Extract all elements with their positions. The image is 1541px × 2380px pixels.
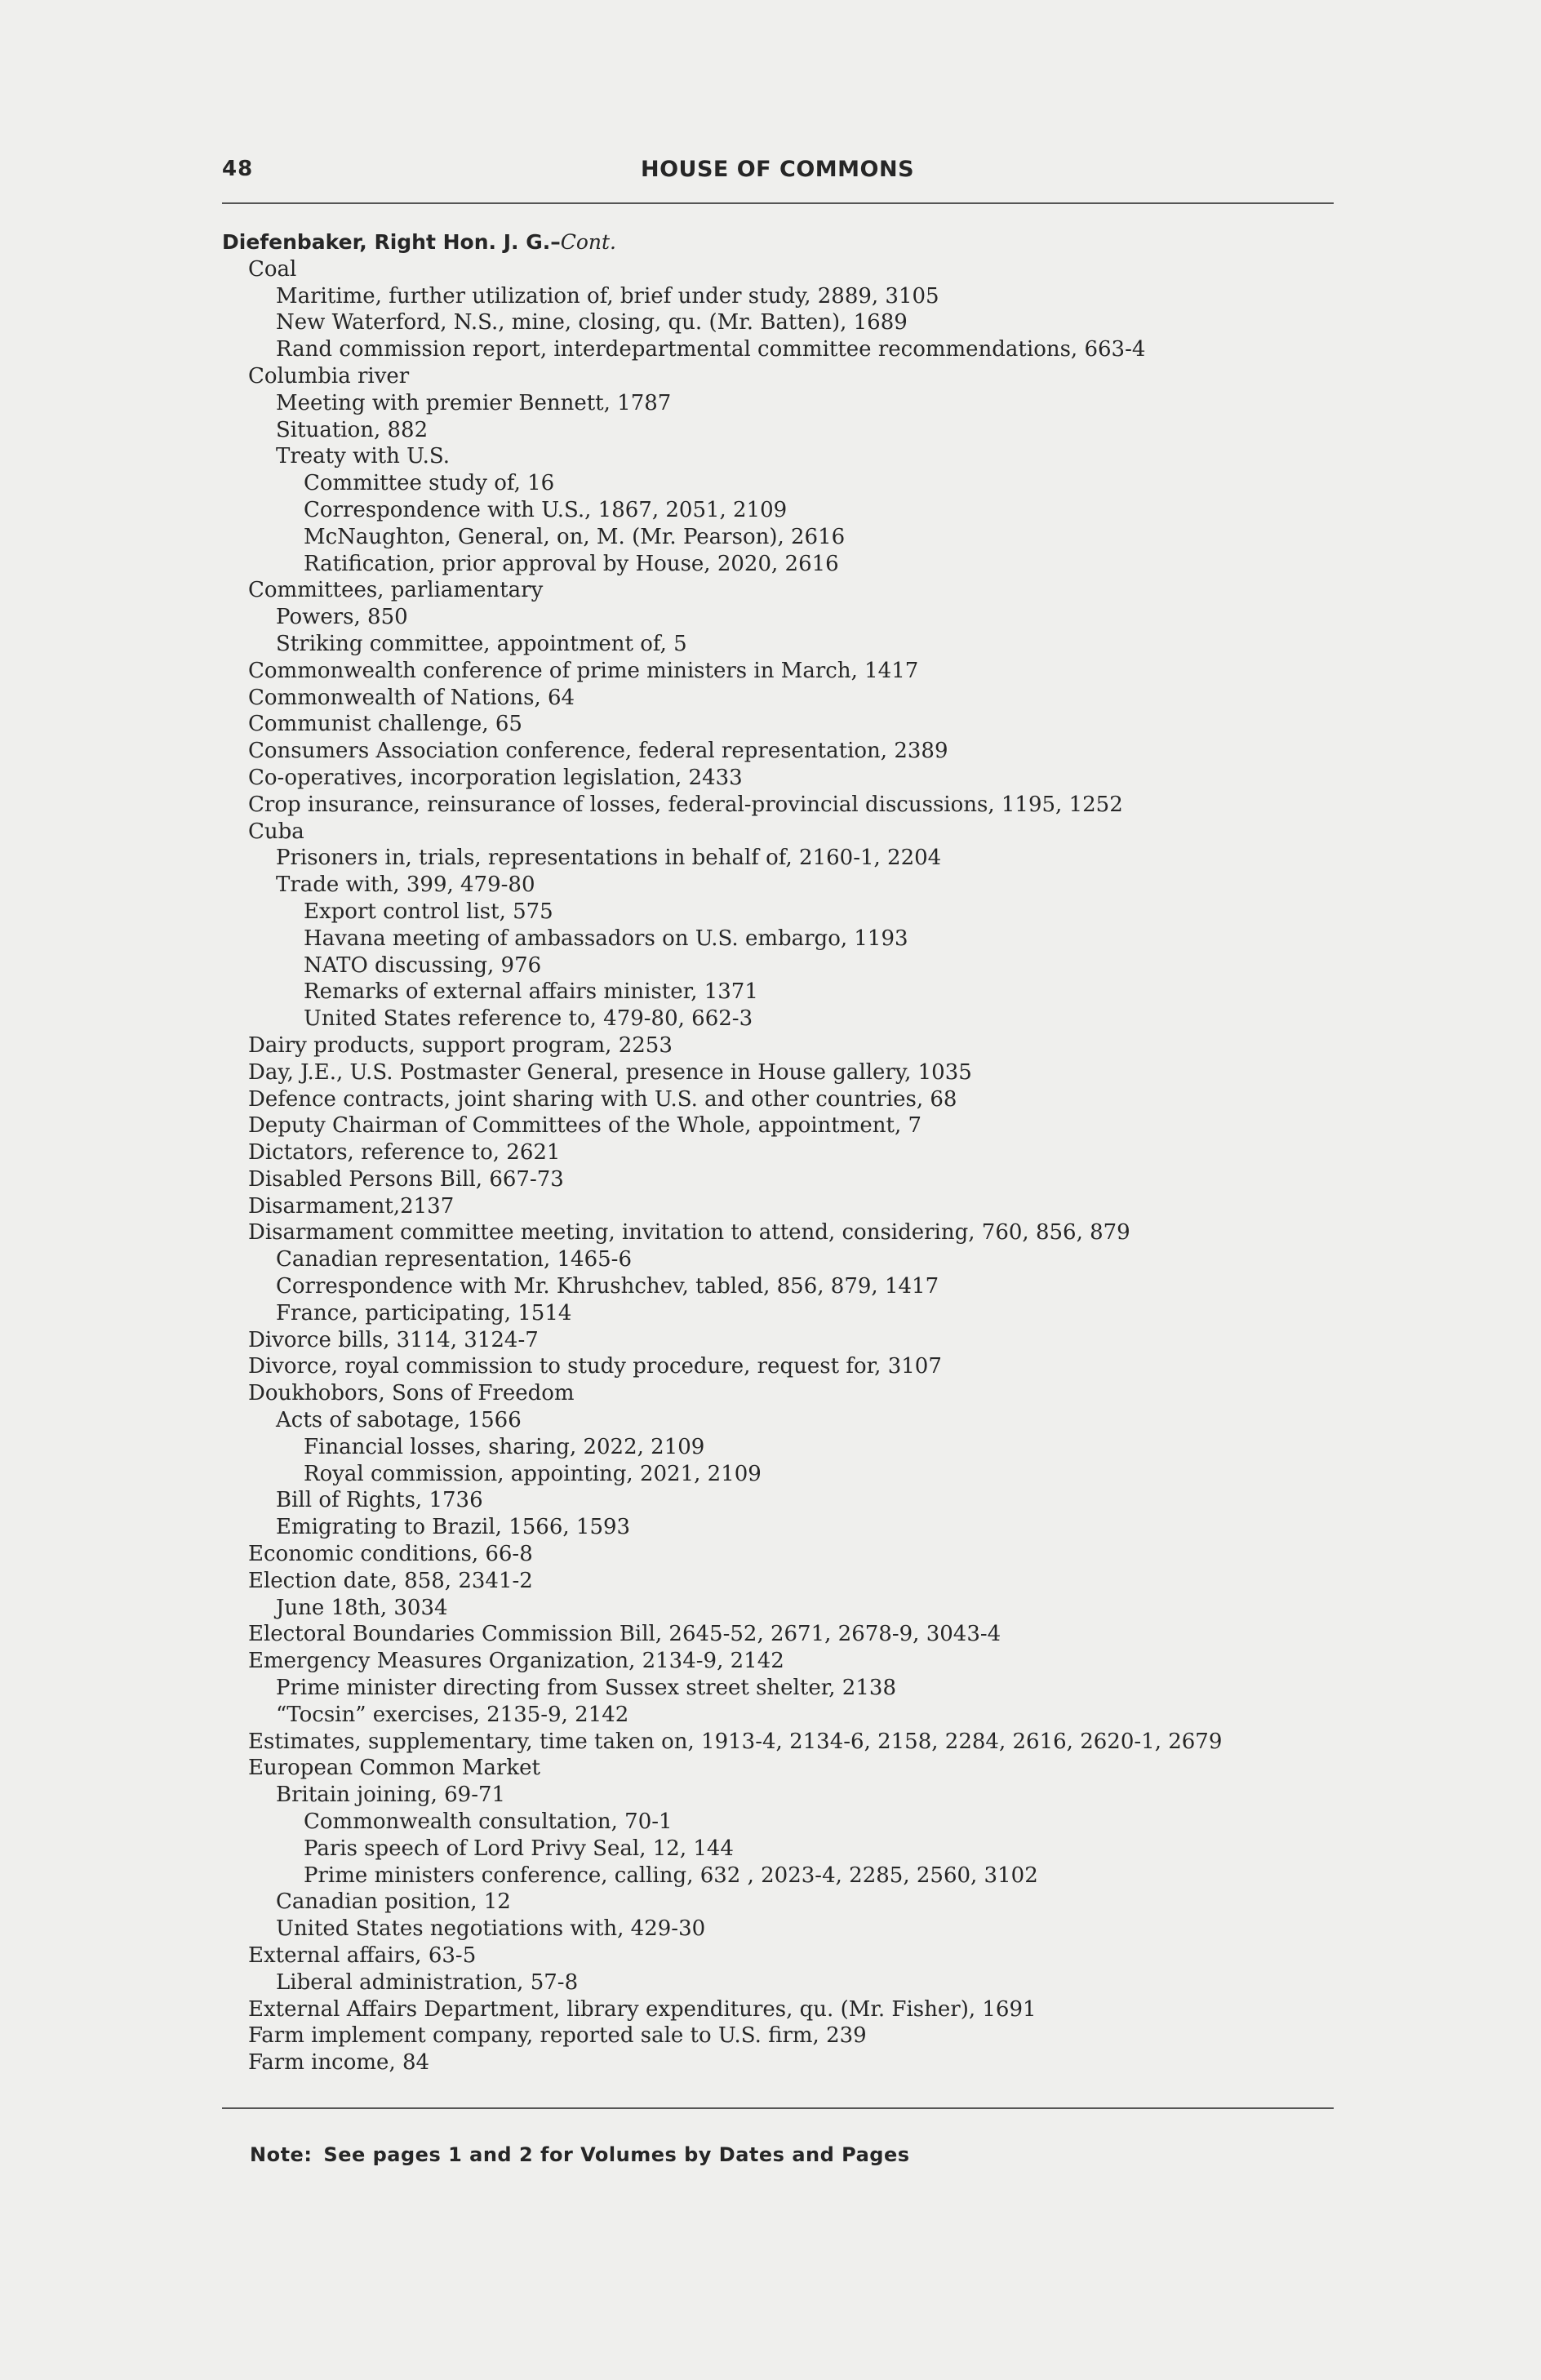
index-entry: Britain joining, 69-71: [276, 1783, 506, 1808]
footer-rule: [222, 2107, 1334, 2109]
index-entry: Prime minister directing from Sussex street shelter, 2138: [276, 1676, 896, 1701]
index-entry: Defence contracts, joint sharing with U.S. and other countries, 68: [248, 1086, 957, 1112]
index-entry: Dairy products, support program, 2253: [248, 1032, 673, 1058]
index-entry: Canadian position, 12: [276, 1889, 511, 1915]
heading-name: Diefenbaker, Right Hon. J. G.–: [222, 230, 561, 254]
index-entry: Economic conditions, 66-8: [248, 1542, 533, 1567]
index-entry: NATO discussing, 976: [304, 952, 542, 978]
index-entries: [222, 229, 1348, 2076]
index-entry: Divorce, royal commission to study procedure, request for, 3107: [248, 1354, 942, 1379]
index-entry: Co-operatives, incorporation legislation, 2433: [248, 765, 743, 790]
heading-cont: Cont.: [560, 230, 617, 254]
running-title: HOUSE OF COMMONS: [640, 157, 915, 182]
index-entry: Commonwealth of Nations, 64: [248, 685, 575, 710]
index-entry: Canadian representation, 1465-6: [276, 1247, 632, 1272]
index-entry: “Tocsin” exercises, 2135-9, 2142: [276, 1702, 629, 1727]
page-header: [220, 153, 1334, 186]
index-entry: Striking committee, appointment of, 5: [276, 631, 687, 656]
index-entry: Rand commission report, interdepartmental committee recommendations, 663-4: [276, 337, 1146, 362]
index-entry: France, participating, 1514: [276, 1300, 572, 1325]
index-entry: Electoral Boundaries Commission Bill, 2645-52, 2671, 2678-9, 3043-4: [248, 1622, 1001, 1647]
index-entry: Treaty with U.S.: [276, 444, 451, 469]
index-entry: Disarmament committee meeting, invitation to attend, considering, 760, 856, 879: [248, 1220, 1130, 1246]
index-entry: Doukhobors, Sons of Freedom: [248, 1381, 575, 1406]
index-entry: Maritime, further utilization of, brief under study, 2889, 3105: [276, 283, 939, 309]
index-entry: Emergency Measures Organization, 2134-9, 2142: [248, 1649, 784, 1674]
index-entry: Situation, 882: [276, 417, 429, 442]
index-entry: Export control list, 575: [304, 899, 553, 924]
index-entry: Financial losses, sharing, 2022, 2109: [304, 1434, 705, 1459]
index-entry: Farm implement company, reported sale to U.S. firm, 239: [248, 2023, 867, 2049]
footer-note-label: Note:: [250, 2143, 313, 2166]
index-entry: Ratification, prior approval by House, 2020, 2616: [304, 551, 839, 576]
index-entry: Dictators, reference to, 2621: [248, 1140, 561, 1166]
index-entry: Cuba: [248, 819, 304, 844]
index-entry: United States negotiations with, 429-30: [276, 1916, 706, 1942]
index-entry: Farm income, 84: [248, 2050, 430, 2076]
index-entry: Commonwealth consultation, 70-1: [304, 1809, 673, 1835]
footer-note-text: See pages 1 and 2 for Volumes by Dates and Pages: [323, 2143, 910, 2166]
index-entry: Liberal administration, 57-8: [276, 1969, 579, 1995]
index-entry: Estimates, supplementary, time taken on, 1913-4, 2134-6, 2158, 2284, 2616, 2620-1, 2679: [248, 1729, 1223, 1754]
index-entry: Paris speech of Lord Privy Seal, 12, 144: [304, 1836, 734, 1861]
index-entry: External affairs, 63-5: [248, 1943, 477, 1968]
index-entry: Consumers Association conference, federal representation, 2389: [248, 739, 948, 764]
index-entry: Meeting with premier Bennett, 1787: [276, 390, 672, 415]
index-entry: Royal commission, appointing, 2021, 2109: [304, 1461, 762, 1486]
index-entry: Coal: [248, 256, 297, 282]
index-entry: Committees, parliamentary: [248, 578, 544, 603]
index-entry: Prime ministers conference, calling, 632 , 2023-4, 2285, 2560, 3102: [304, 1863, 1038, 1888]
index-entry: Divorce bills, 3114, 3124-7: [248, 1327, 539, 1352]
index-entry: United States reference to, 479-80, 662-3: [304, 1006, 753, 1032]
index-entry: European Common Market: [248, 1756, 541, 1781]
index-entry: Election date, 858, 2341-2: [248, 1568, 533, 1593]
index-entry: Disabled Persons Bill, 667-73: [248, 1166, 564, 1192]
index-entry: Remarks of external affairs minister, 1371: [304, 979, 758, 1005]
index-entry: Bill of Rights, 1736: [276, 1488, 483, 1513]
index-entry: Havana meeting of ambassadors on U.S. embargo, 1193: [304, 926, 908, 951]
index-entry: Powers, 850: [276, 605, 408, 630]
index-entry: McNaughton, General, on, M. (Mr. Pearson), 2616: [304, 524, 846, 549]
index-entry: External Affairs Department, library expenditures, qu. (Mr. Fisher), 1691: [248, 1996, 1037, 2022]
index-entry: New Waterford, N.S., mine, closing, qu. (Mr. Batten), 1689: [276, 310, 908, 335]
index-entry: Day, J.E., U.S. Postmaster General, presence in House gallery, 1035: [248, 1059, 972, 1085]
index-entry: Trade with, 399, 479-80: [276, 873, 535, 898]
index-entry: Deputy Chairman of Committees of the Whole, appointment, 7: [248, 1113, 922, 1139]
index-entry: Commonwealth conference of prime ministers in March, 1417: [248, 658, 919, 683]
page-number: 48: [222, 157, 254, 181]
index-entry: Correspondence with Mr. Khrushchev, tabled, 856, 879, 1417: [276, 1274, 939, 1299]
header-rule: [222, 202, 1334, 204]
footer-note: [250, 2143, 910, 2166]
index-entry: Committee study of, 16: [304, 471, 555, 496]
index-entry: Emigrating to Brazil, 1566, 1593: [276, 1515, 631, 1540]
index-heading: [222, 229, 1348, 256]
index-entry: Acts of sabotage, 1566: [276, 1408, 522, 1433]
index-entry: Columbia river: [248, 363, 410, 389]
index-entry: Correspondence with U.S., 1867, 2051, 2109: [304, 497, 788, 522]
index-entry: Disarmament,2137: [248, 1193, 455, 1219]
index-entry: Prisoners in, trials, representations in behalf of, 2160-1, 2204: [276, 846, 942, 871]
index-entry: Crop insurance, reinsurance of losses, federal-provincial discussions, 1195, 1252: [248, 792, 1123, 817]
index-entry: June 18th, 3034: [276, 1595, 448, 1620]
index-entry: Communist challenge, 65: [248, 712, 522, 737]
